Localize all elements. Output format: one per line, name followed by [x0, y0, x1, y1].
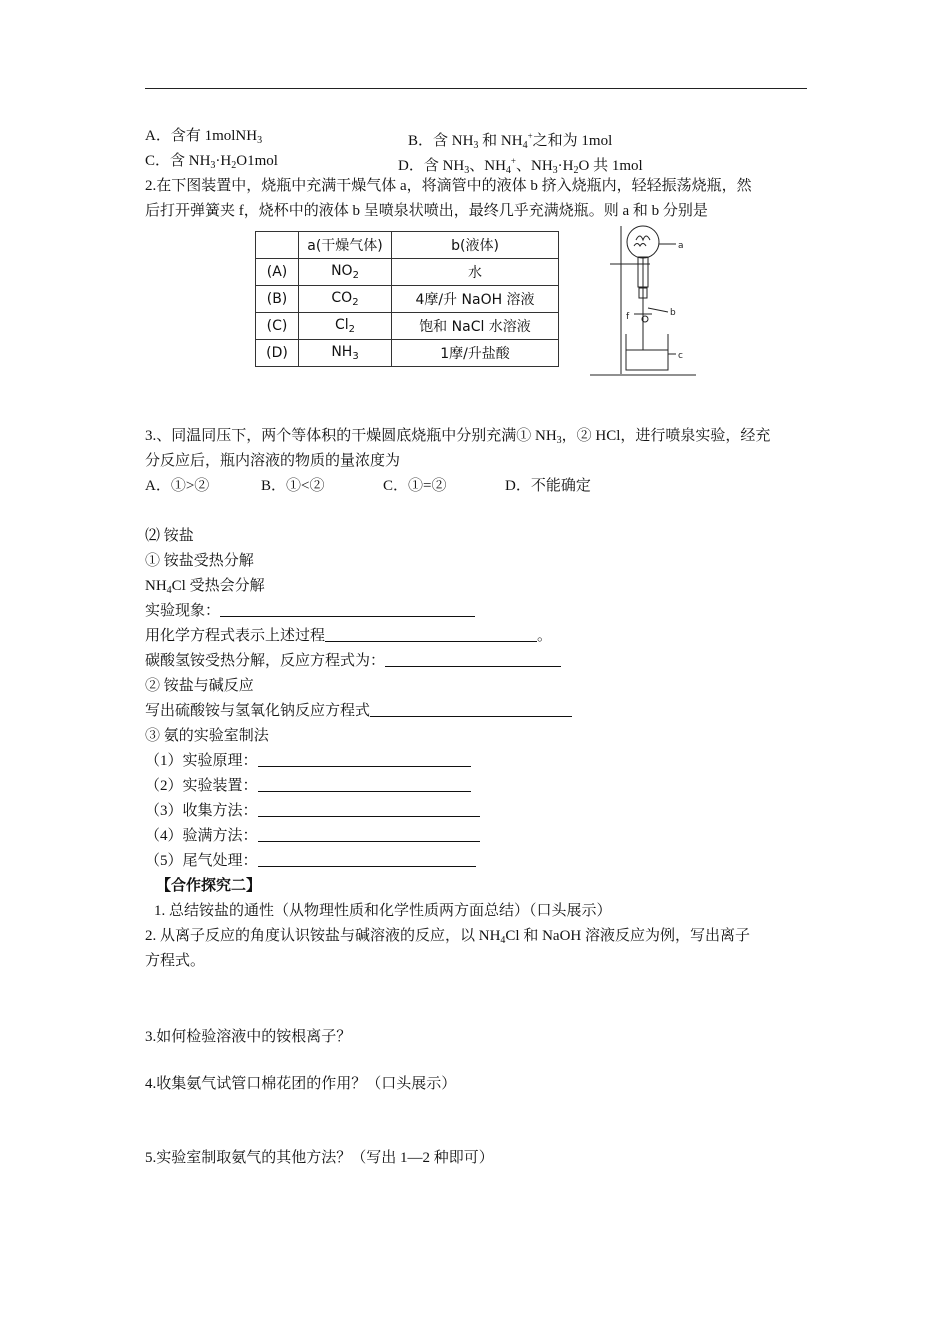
table-header-row [256, 232, 559, 259]
nh4hco3-line: 碳酸氢铵受热分解，反应方程式为： [145, 651, 561, 671]
table-cell-gas: $NO_2$ [299, 259, 392, 286]
answer-blank[interactable] [258, 852, 476, 867]
lab-tailgas-line: （5）尾气处理： [145, 851, 476, 871]
table-row [256, 259, 559, 286]
table-cell-label: (C) [256, 313, 299, 340]
table-row [256, 340, 559, 367]
table-row [256, 286, 559, 313]
lab-principle-line: （1）实验原理： [145, 751, 471, 771]
q3-option-a: A．①>② [145, 478, 210, 494]
q2-line1: 2.在下图装置中，烧瓶中充满干燥气体 a，将滴管中的液体 b 挤入烧瓶内，轻轻振荡烧瓶，然 [145, 178, 752, 194]
phenomenon-line: 实验现象： [145, 601, 475, 621]
answer-blank[interactable] [258, 827, 480, 842]
table-cell-gas: $NH_3$ [299, 340, 392, 367]
section-item-2: ② 铵盐与碱反应 [145, 678, 254, 694]
coop-q4: 4.收集氨气试管口棉花团的作用？（口头展示） [145, 1076, 457, 1092]
answer-blank[interactable] [258, 752, 471, 767]
table-cell-gas: $Cl_2$ [299, 313, 392, 340]
answer-blank[interactable] [258, 802, 480, 817]
table-cell-liquid: 4摩/升 NaOH 溶液 [392, 286, 559, 313]
table-header-cell: b(液体) [392, 232, 559, 259]
option-a: A．含有 1molNH$_3$ [145, 128, 263, 146]
answer-blank[interactable] [220, 602, 475, 617]
option-d: D．含 $NH_3$、$NH_4^+$、$NH_3\cdot H_2O$ 共 1mol [398, 156, 643, 176]
coop-q5: 5.实验室制取氨气的其他方法？（写出 1—2 种即可） [145, 1150, 494, 1166]
q3-option-d: D．不能确定 [505, 478, 591, 494]
item2-question-line: 写出硫酸铵与氢氧化钠反应方程式 [145, 701, 572, 721]
table-header-cell: a(干燥气体) [299, 232, 392, 259]
table-row [256, 313, 559, 340]
table-cell-label: (A) [256, 259, 299, 286]
equation-line: 用化学方程式表示上述过程 。 [145, 628, 553, 644]
q3-option-b: B．①<② [261, 478, 325, 494]
q3-line2: 分反应后，瓶内溶液的物质的量浓度为 [145, 453, 401, 469]
table-cell-label: (D) [256, 340, 299, 367]
options-table [255, 231, 559, 367]
lab-collection-line: （3）收集方法： [145, 801, 480, 821]
figure-label-f: f [626, 312, 630, 322]
coop-q2-line1: 2. 从离子反应的角度认识铵盐与碱溶液的反应，以 $NH_4Cl$ 和 NaOH 溶液反应为例，写出离子 [145, 928, 751, 946]
coop-title: 【合作探究二】 [156, 878, 262, 894]
section-item-1: ① 铵盐受热分解 [145, 553, 254, 569]
nh4cl-line: $NH_4Cl$ 受热会分解 [145, 578, 265, 596]
table-cell-liquid: 1摩/升盐酸 [392, 340, 559, 367]
q3-option-c: C．①=② [383, 478, 447, 494]
header-rule [145, 88, 807, 89]
table-header-cell [256, 232, 299, 259]
figure-label-a: a [678, 241, 684, 251]
table-cell-label: (B) [256, 286, 299, 313]
section-title: ⑵ 铵盐 [145, 528, 194, 544]
answer-blank[interactable] [385, 652, 561, 667]
figure-label-b: b [670, 308, 676, 318]
coop-q1: 1. 总结铵盐的通性（从物理性质和化学性质两方面总结）（口头展示） [154, 903, 612, 919]
table-cell-liquid: 水 [392, 259, 559, 286]
lab-apparatus-line: （2）实验装置： [145, 776, 471, 796]
q2-line2: 后打开弹簧夹 f，烧杯中的液体 b 呈喷泉状喷出，最终几乎充满烧瓶。则 a 和 b 分别是 [145, 203, 708, 219]
figure-label-c: c [678, 351, 683, 361]
q3-line1: 3.、同温同压下，两个等体积的干燥圆底烧瓶中分别充满① $NH_3$，② HCl，进行喷泉实验，经充 [145, 428, 771, 446]
option-c: C．含 $NH_3\cdot H_2O1mol$ [145, 153, 278, 171]
table-cell-gas: $CO_2$ [299, 286, 392, 313]
section-item-3: ③ 氨的实验室制法 [145, 728, 269, 744]
option-b: B．含 $NH_3$ 和 $NH_4^+$之和为 1mol [408, 131, 613, 151]
fountain-apparatus-figure [588, 222, 698, 382]
coop-q2-line2: 方程式。 [145, 953, 206, 969]
answer-blank[interactable] [325, 627, 537, 642]
answer-blank[interactable] [258, 777, 471, 792]
lab-fullness-line: （4）验满方法： [145, 826, 480, 846]
coop-q3: 3.如何检验溶液中的铵根离子？ [145, 1029, 352, 1045]
table-cell-liquid: 饱和 NaCl 水溶液 [392, 313, 559, 340]
answer-blank[interactable] [370, 702, 572, 717]
